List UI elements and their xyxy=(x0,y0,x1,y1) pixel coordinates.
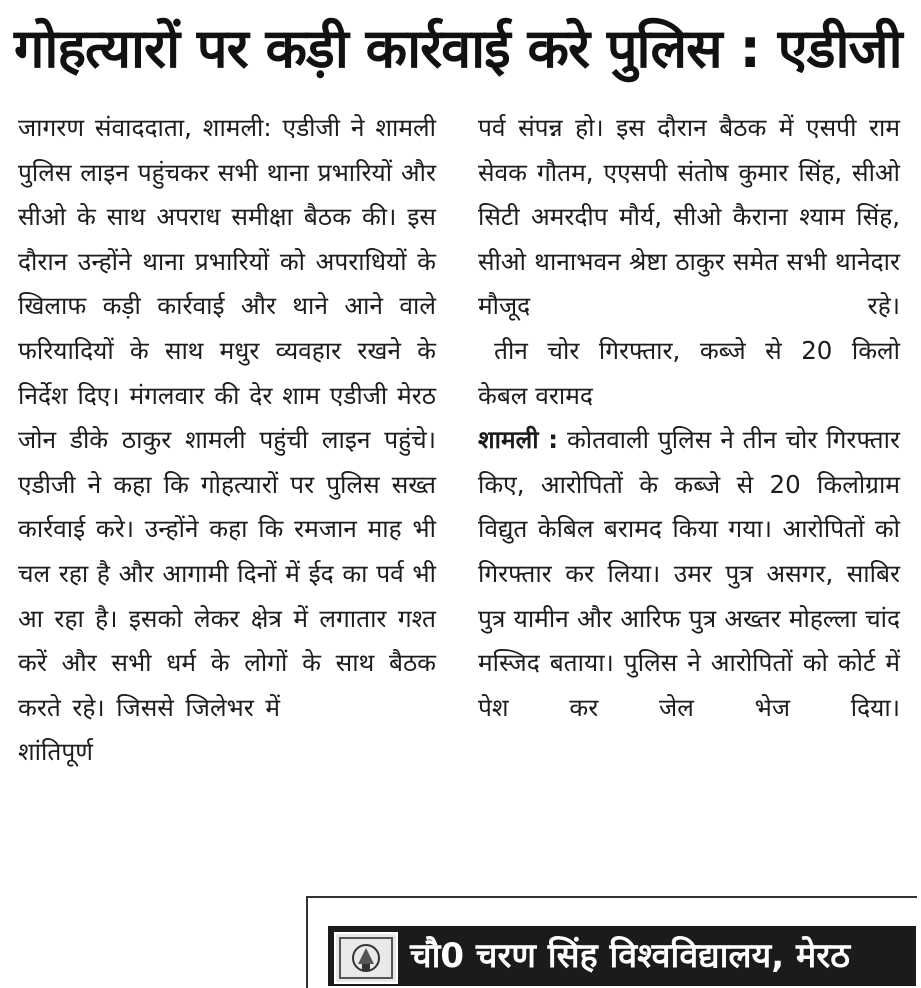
article-column-right xyxy=(478,106,900,730)
right-column-body: पर्व संपन्न हो। इस दौरान बैठक में एसपी राम सेवक गौतम, एएसपी संतोष कुमार सिंह, सीओ सिटी अमरदीप मौर्य, सीओ कैराना श्याम सिंह, सीओ थानाभवन श्रेष्टा ठाकुर समेत सभी थानेदार मौजूद रहे। xyxy=(478,113,900,321)
story-text: कोतवाली पुलिस ने तीन चोर गिरफ्तार किए, आरोपितों के कब्जे से 20 किलोग्राम विद्युत केबिल बरामद किया गया। आरोपितों को गिरफ्तार कर लिया। उमर पुत्र असगर, साबिर पुत्र यामीन और आरिफ पुत्र अख्तर मोहल्ला चांद मस्जिद बताया। पुलिस ने आरोपितों को कोर्ट में पेश कर जेल भेज दिया। xyxy=(478,425,900,722)
sub-headline-line-2: केबल वरामद xyxy=(478,380,593,410)
right-column-story xyxy=(478,418,900,730)
sub-headline-line-1: तीन चोर गिरफ्तार, कब्जे से 20 किलो xyxy=(494,335,900,365)
advertisement-box xyxy=(306,896,917,988)
university-emblem-icon xyxy=(334,932,398,984)
article-column-left xyxy=(18,106,436,775)
left-column-body: जागरण संवाददाता, शामली: एडीजी ने शामली पुलिस लाइन पहुंचकर सभी थाना प्रभारियों और सीओ के साथ अपराध समीक्षा बैठक की। इस दौरान उन्होंने थाना प्रभारियों को अपराधियों के खिलाफ कड़ी कार्रवाई और थाने आने वाले फरियादियों के साथ मधुर व्यवहार रखने के निर्देश दिए। मंगलवार की देर शाम एडीजी मेरठ जोन डीके ठाकुर शामली पहुंची लाइन पहुंचे। एडीजी ने कहा कि गोहत्यारों पर पुलिस सख्त कार्रवाई करे। उन्होंने कहा कि रमजान माह भी चल रहा है और आगामी दिनों में ईद का पर्व भी आ रहा है। इसको लेकर क्षेत्र में लगातार गश्त करें और सभी धर्म के लोगों के साथ बैठक xyxy=(18,113,436,678)
headline: गोहत्यारों पर कड़ी कार्रवाई करे पुलिस : एडीजी xyxy=(14,17,902,80)
dateline: शामली : xyxy=(478,425,559,455)
advertisement-title: चौ0 चरण सिंह विश्वविद्यालय, मेरठ xyxy=(410,936,851,976)
left-column-tail: करते रहे। जिससे जिलेभर में शांतिपूर्ण xyxy=(18,692,280,767)
advertisement-banner xyxy=(328,926,916,986)
